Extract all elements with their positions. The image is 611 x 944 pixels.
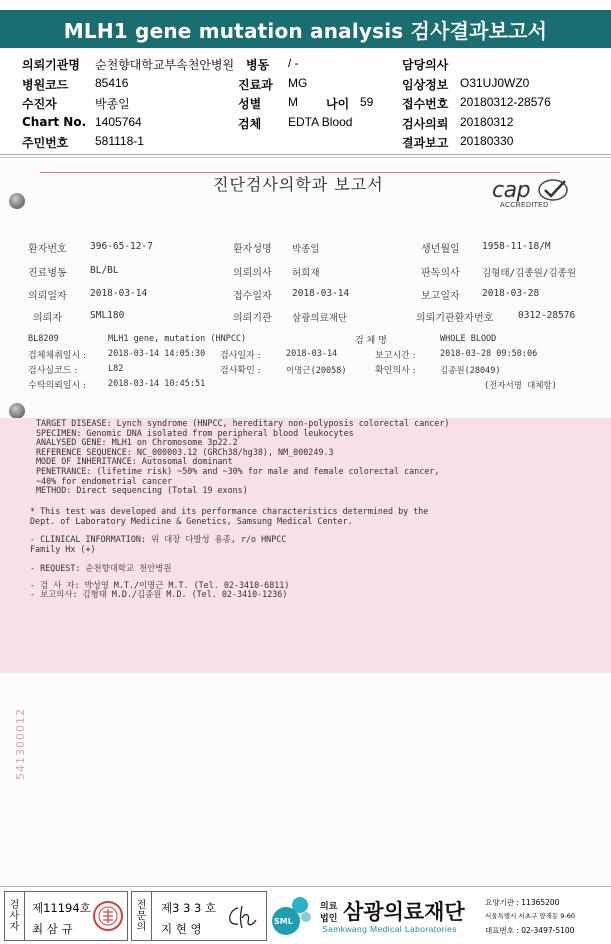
- scan-value: 삼광의료재단: [292, 313, 348, 324]
- header-value: 박종일: [95, 97, 130, 111]
- header-label: 성별: [238, 97, 262, 111]
- result-line: TARGET DISEASE: Lynch syndrome (HNPCC, hereditary non-polyposis colorectal cancer): [36, 418, 450, 428]
- result-line: METHOD: Direct sequencing (Total 19 exons): [36, 485, 248, 496]
- scan-label: 의뢰자: [33, 313, 62, 324]
- scan-value: 2018-03-28: [482, 288, 540, 299]
- scan-value: 2018-03-14 10:45:51: [108, 379, 206, 389]
- scan-value: 0312-28576: [518, 310, 576, 321]
- scan-label: 판독의사: [421, 268, 460, 279]
- header-value: 순천향대학교부속천안병원: [95, 58, 235, 72]
- scan-value: 2018-03-14 14:05:30: [108, 349, 206, 359]
- result-line: ~40% for endometrial cancer: [36, 475, 173, 486]
- examiner-box: [4, 891, 128, 941]
- scan-value: 이명근(20058): [286, 366, 347, 376]
- header-value: M: [288, 95, 298, 109]
- scan-value: 김형태/김종원/김종원: [482, 268, 577, 279]
- scan-value: 2018-03-14: [90, 288, 148, 299]
- scan-value: 2018-03-28 09:50:06: [440, 349, 538, 359]
- scan-label: 의뢰기관환자번호: [416, 313, 494, 324]
- examiner-title: [5, 892, 25, 940]
- header-value: 85416: [95, 76, 129, 90]
- result-line: REFERENCE SEQUENCE: NC_000003.12 (GRCh38/hg38), NM_000249.3: [36, 446, 334, 457]
- header-value: / -: [288, 56, 299, 70]
- result-line: Family Hx (+): [30, 543, 96, 554]
- header-value: 1405764: [95, 115, 142, 129]
- header-label: 병원코드: [22, 78, 69, 92]
- org-address: 서울특별시 서초구 양재동 9-60: [485, 912, 576, 920]
- header-label: 결과보고: [402, 136, 449, 150]
- org-english-name: Samkwang Medical Laboratories: [322, 924, 457, 934]
- specimen-value: WHOLE BLOOD: [440, 334, 497, 344]
- sml-logo-icon: [270, 893, 316, 939]
- cap-check-icon: [536, 178, 570, 202]
- header-label: Chart No.: [22, 115, 87, 129]
- scan-label: 보고일자: [421, 291, 460, 302]
- header-label: 주민번호: [22, 136, 69, 150]
- result-line: PENETRANCE: (lifetime risk) ~50% and ~30% for male and female colorectal cancer,: [36, 466, 440, 476]
- scan-label: 의뢰일자: [28, 291, 67, 302]
- org-name: 삼광의료재단: [343, 900, 465, 924]
- specialist-title-char: 문: [136, 910, 147, 922]
- scan-label: 의뢰기관: [233, 313, 272, 324]
- header-value: 20180330: [460, 134, 514, 148]
- punch-hole: [9, 193, 25, 209]
- header-value: 581118-1: [95, 134, 144, 148]
- e-signature-note: (전자서명 대체함): [484, 381, 557, 391]
- header-label: 수진자: [22, 97, 57, 111]
- age-value: 59: [360, 95, 374, 109]
- header-value: MG: [288, 76, 308, 90]
- scan-label: 진료병동: [28, 268, 67, 279]
- specialist-title-char: 전: [136, 899, 147, 911]
- header-label: 검체: [238, 117, 262, 131]
- cap-logo-subtitle: ACCREDITED: [500, 202, 549, 209]
- header-value: 20180312-28576: [460, 95, 551, 109]
- specialist-license: 제3 3 3 호: [161, 901, 217, 915]
- scan-value: 396-65-12-7: [90, 241, 153, 252]
- scanned-report: [0, 160, 611, 885]
- header-label: 검사의뢰: [402, 117, 449, 131]
- cap-logo-text: cap: [492, 178, 531, 203]
- result-line: SPECIMEN: Genomic DNA isolated from peripheral blood leukocytes: [36, 427, 354, 438]
- org-prefix-2: 법인: [320, 914, 338, 924]
- scan-label: 검체채취일시 :: [28, 351, 87, 361]
- specialist-box: [131, 891, 267, 941]
- scan-label: 검사실코드 :: [28, 366, 78, 376]
- header-label: 접수번호: [402, 97, 449, 111]
- examiner-title-char: 검: [9, 899, 20, 911]
- header-divider: [0, 154, 611, 155]
- result-line: MODE OF INHERITANCE: Autosomal dominant: [36, 456, 233, 467]
- specialist-title: [132, 892, 152, 940]
- result-line: - 보고의사: 김형태 M.D./김종원 M.D. (Tel. 02-3410-1236): [30, 589, 288, 600]
- result-line: - REQUEST: 순천향대학교 천안병원: [30, 563, 172, 573]
- side-stamp-number: 541300012: [14, 708, 27, 780]
- scan-value: 2018-03-14: [286, 349, 338, 359]
- scan-label: 검사확인 :: [220, 366, 261, 376]
- scan-label: 환자성명: [233, 244, 272, 255]
- test-name: MLH1 gene, mutation (HNPCC): [108, 334, 247, 344]
- org-phone: 대표번호 : 02-3497-5100: [485, 926, 575, 935]
- scan-value: BL/BL: [90, 265, 119, 276]
- header-label: 의뢰기관명: [22, 58, 80, 72]
- header-label: 병동: [246, 58, 270, 72]
- report-title: MLH1 gene mutation analysis 검사결과보고서: [63, 18, 548, 43]
- scan-label: 확인의사 :: [375, 366, 416, 376]
- examiner-seal: [93, 901, 123, 931]
- specialist-title-char: 의: [136, 921, 147, 933]
- header-info: [0, 50, 611, 150]
- scan-label: 생년월일: [421, 244, 460, 255]
- result-line: * This test was developed and its performance characteristics determined by the: [30, 506, 429, 516]
- specialist-signature: [224, 902, 260, 932]
- footer: [0, 886, 611, 944]
- header-label: 임상정보: [402, 78, 449, 92]
- header-value: O31UJ0WZ0: [460, 76, 530, 90]
- specimen-label: 검 체 명: [355, 336, 387, 346]
- punch-hole: [9, 403, 25, 419]
- result-line: ANALYSED GENE: MLH1 on Chromosome 3p22.2: [36, 437, 238, 448]
- scan-report-title: 진단검사의학과 보고서: [213, 175, 384, 194]
- age-label: 나이: [326, 97, 350, 111]
- scan-value: L82: [108, 364, 124, 374]
- scan-value: SML180: [90, 310, 125, 321]
- scan-label: 검사일자 :: [220, 351, 261, 361]
- sml-logo-label: SML: [274, 917, 293, 926]
- scan-value: 허희재: [292, 268, 320, 279]
- scan-value: 김종원(28049): [440, 366, 501, 376]
- scan-value: 1958-11-18/M: [482, 241, 551, 252]
- scan-label: 접수일자: [233, 291, 272, 302]
- specialist-name: 지 현 영: [161, 922, 202, 936]
- org-code: 요양기관 : 11365200: [485, 898, 560, 907]
- scan-label: 환자번호: [28, 244, 67, 255]
- test-code: BL8209: [28, 334, 59, 344]
- header-divider: [0, 157, 611, 158]
- result-line: Dept. of Laboratory Medicine & Genetics, Samsung Medical Center.: [30, 515, 353, 526]
- result-line: - 검 사 자: 박성영 M.T./이명근 M.T. (Tel. 02-3410-6811): [30, 579, 290, 590]
- scan-value: 2018-03-14: [292, 288, 350, 299]
- scan-value: 박종일: [292, 244, 320, 255]
- org-prefix-1: 의료: [320, 902, 338, 912]
- report-title-bar: [0, 10, 611, 48]
- scan-label: 보고시간 :: [375, 351, 416, 361]
- scan-label: 수탁의뢰일시 :: [28, 381, 87, 391]
- header-value: EDTA Blood: [288, 115, 353, 129]
- header-value: 20180312: [460, 115, 514, 129]
- header-label: 진료과: [238, 78, 273, 92]
- examiner-title-char: 자: [9, 921, 20, 933]
- examiner-license: 제11194호: [32, 901, 91, 915]
- header-label: 담당의사: [402, 58, 449, 72]
- examiner-title-char: 사: [9, 910, 20, 922]
- examiner-name: 최 삼 규: [32, 922, 73, 936]
- scan-label: 의뢰의사: [233, 268, 272, 279]
- cap-accredited-logo: [492, 178, 572, 212]
- result-line: - CLINICAL INFORMATION: 위 대장 다발성 용종, r/o HNPCC: [30, 534, 287, 544]
